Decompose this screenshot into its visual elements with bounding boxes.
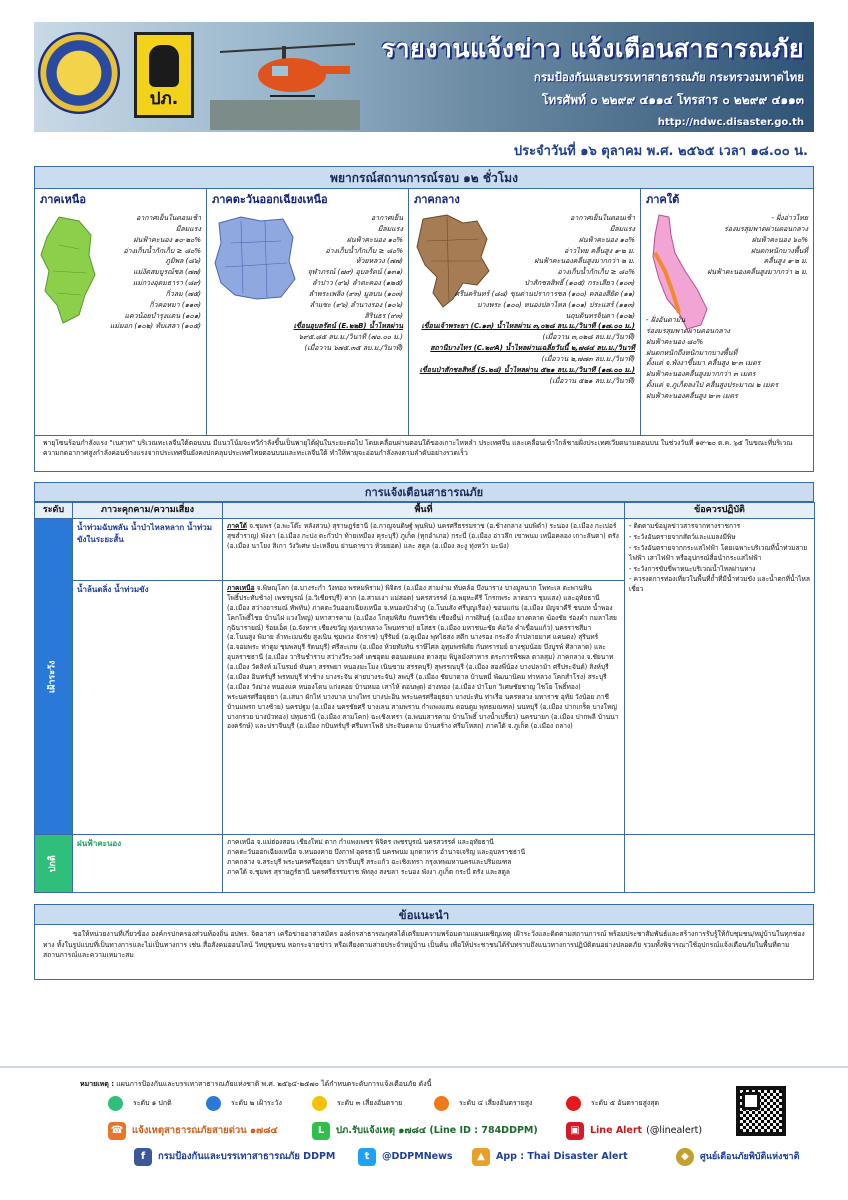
north-line: แม่กวงอุดมธารา (๘๙) [132, 279, 201, 288]
legend-label: ระดับ ๒ เฝ้าระวัง [231, 1098, 282, 1107]
phone-icon: ☎ [108, 1122, 126, 1140]
south-andaman-line: ตั้งแต่ จ.ภูเก็ตลงไป คลื่นสูงประมาณ ๒ เมตร [646, 381, 779, 390]
col-area: พื้นที่ [223, 503, 625, 519]
twitter-icon: t [358, 1148, 376, 1166]
header-url[interactable]: http://ndwc.disaster.go.th [657, 117, 804, 128]
northeast-line: มีลมแรง [377, 224, 403, 233]
report-footer [0, 1066, 848, 1200]
recommendation-heading: ข้อแนะนำ [35, 905, 813, 925]
central-station-bangsai: สถานีบางไทร (C.๒๙A) น้ำไหลผ่านเฉลี่ยวันนี้ ๒,๗๘๔ ลบ.ม./วินาที [430, 344, 635, 353]
level-normal-label: ปกติ [47, 854, 58, 873]
north-map [39, 215, 97, 325]
south-gulf-line: ฝนฟ้าคะนองคลื่นสูงมากกว่า ๒ ม. [707, 268, 808, 277]
facebook-icon: f [134, 1148, 152, 1166]
legend-label: ระดับ ๑ ปกติ [133, 1098, 172, 1107]
central-forecast-lines [420, 213, 635, 387]
region-south-title: ภาคใต้ [646, 193, 680, 206]
yellow-dot-icon [312, 1096, 327, 1111]
forecast-section [34, 166, 814, 472]
central-line: อ่างเก็บน้ำกักเก็บ ≥ ๘๐% [557, 268, 635, 277]
central-line: นฤบดินทรจินดา (๑๐๒) [565, 311, 635, 320]
forecast-regions [35, 189, 813, 435]
south-forecast-lines-gulf [707, 213, 808, 278]
footer-note [80, 1080, 431, 1089]
region-northeast [207, 189, 409, 435]
area-line: ภาคตะวันออกเฉียงเหนือ จ.หนองคาย บึงกาฬ อุดรธานี นครพนม มุกดาหาร อำนาจเจริญ และอุบลราชธานี [227, 847, 526, 856]
area-cell [223, 835, 625, 893]
region-north [35, 189, 207, 435]
header-phone: โทรศัพท์ ๐ ๒๒๙๙ ๔๑๑๔ โทรสาร ๐ ๒๒๙๙ ๔๑๑๓ [541, 93, 804, 107]
northeast-line: ห้วยหลวง (๗๗) [355, 257, 403, 266]
col-advice: ข้อควรปฏิบัติ [625, 503, 815, 519]
area-cell [223, 519, 625, 581]
north-line: แควน้อยบำรุงแดน (๑๐๑) [124, 311, 201, 320]
hazard-cell: ฝนฟ้าคะนอง [73, 835, 223, 893]
line-alert-text: Line Alert [590, 1124, 643, 1136]
table-row [35, 835, 815, 893]
south-gulf-line: - ฝั่งอ่าวไทย [771, 214, 808, 222]
contact-channels [0, 1122, 848, 1182]
ndwc-text: ศูนย์เตือนภัยพิบัติแห่งชาติ [700, 1151, 800, 1162]
hazard-cell: น้ำล้นตลิ่ง น้ำท่วมขัง [73, 581, 223, 835]
advice-cell [625, 519, 815, 835]
region-northeast-title: ภาคตะวันออกเฉียงเหนือ [212, 193, 328, 206]
recommendation-body: ขอให้หน่วยงานที่เกี่ยวข้อง องค์กรปกครองส่วนท้องถิ่น อปพร. จิตอาสา เครือข่ายอาสาสมัคร องค์กรสาธารณกุศลได้เตรียมความพร้อมตามแผนเผชิญเหตุ เฝ้าระวังและติดตามสถานการณ์ พร้อมประชาสัมพันธ์และสร้างการรับรู้ให้กับชุมชน/หมู่บ้านในทุกช่องทาง ทั้งในรูปแบบที่เป็นทางการและไม่เป็นทางการ เช่น สื่อสังคมออนไลน์ วิทยุชุมชน หอกระจายข่าว หรือเสียงตามสายประจำหมู่บ้าน เป็นต้น เพื่อให้ประชาชนได้รับทราบถึงแนวทางการปฏิบัติตนอย่างปลอดภัย รวมทั้งพิจารณาใช้อุปกรณ์แจ้งเตือนภัยในพื้นที่ตามสถานการณ์และความเหมาะสม [43, 930, 805, 960]
area-line: ภาคเหนือ จ.แม่ฮ่องสอน เชียงใหม่ ตาก กำแพงเพชร พิจิตร เพชรบูรณ์ นครสวรรค์ และอุทัยธานี [227, 838, 494, 846]
advice-item: - ระวังอันตรายจากสัตว์และแมลงมีพิษ [629, 532, 736, 541]
central-dam-pasak: เขื่อนป่าสักชลสิทธิ์ (S.๒๘) น้ำไหลผ่าน ๕๒๑ ลบ.ม./วินาที (๑๗.๐๐ ม.) [419, 365, 635, 374]
central-line: ศรีนครินทร์ (๘๘) ขุนด่านปราการชล (๑๐๐) คลองสียัด (๑๑) [454, 289, 635, 298]
app-icon: ▲ [472, 1148, 490, 1166]
area-cell [223, 581, 625, 835]
north-forecast-lines [110, 213, 201, 332]
logo-text: ปภ. [149, 89, 179, 110]
central-station-bangsai-previous: (เมื่อวาน ๒,๗๗๓ ลบ.ม./วินาที) [541, 354, 635, 363]
south-andaman-line: ฝนฟ้าคะนองคลื่นสูงมากกว่า ๓ เมตร [646, 370, 756, 379]
level-normal-cell [35, 835, 73, 893]
alert-level-legend [0, 1096, 848, 1118]
header-department: กรมป้องกันและบรรเทาสาธารณภัย กระทรวงมหาดไทย [533, 70, 804, 84]
central-dam-chaophraya: เขื่อนเจ้าพระยา (C.๑๓) น้ำไหลผ่าน ๓,๐๒๘ ลบ.ม./วินาที (๑๗.๐๐ ม.) [421, 322, 635, 331]
alerts-table [34, 502, 815, 893]
region-south [641, 189, 813, 435]
hotline-channel[interactable] [108, 1122, 278, 1140]
advice-item: - ระวังอันตรายจากกระแสไฟฟ้า โดยเฉพาะบริเวณที่น้ำท่วมสายไฟฟ้า เสาไฟฟ้า หรืออุปกรณ์สื่อนำกระแสไฟฟ้า [629, 543, 808, 562]
northeast-line: ลำปาว (๙๖) ลำตะคอง (๑๒๕) [312, 279, 403, 288]
legend-level-1 [108, 1096, 172, 1111]
central-dam-chaophraya-previous: (เมื่อวาน ๓,๐๒๘ ลบ.ม./วินาที) [542, 333, 635, 342]
red-dot-icon [566, 1096, 581, 1111]
ddpm-seal-logo [38, 32, 120, 114]
area-text: จ.พิษณุโลก (อ.บางระกำ วังทอง พรหมพิราม) พิจิตร (อ.เมือง สามง่าม ทับคล้อ บึงนาราง บางมูลนาก โพทะเล ตะพานหิน โพธิ์ประทับช้าง) เพชรบูรณ์ (อ.วิเชียรบุรี) ตาก (อ.สามเงา แม่สอด) นครสวรรค์ (อ.พยุหะคีรี โกรกพระ ลาดยาว ชุมแสง) และอุทัยธานี (อ.เมือง สว่างอารมณ์ ทัพทัน) ภาคตะวันออกเฉียงเหนือ จ.หนองบัวลำภู (อ.โนนสัง ศรีบุญเรือง) ขอนแก่น (อ.เมือง มัญจาคีรี ชนบท น้ำพอง โคกโพธิ์ไชย บ้านไผ่ แวงใหญ่) มหาสารคาม (อ.เมือง โกสุมพิสัย กันทรวิชัย เชียงยืน) กาฬสินธุ์ (อ.เมือง ยางตลาด ฆ้องชัย ร่องคำ กมลาไสย กุฉินารายณ์) ร้อยเอ็ด (อ.จังหาร เชียงขวัญ ทุ่งเขาหลวง โพนทราย) ยโสธร (อ.เมือง มหาชนะชัย ค้อวัง คำเขื่อนแก้ว) นครราชสีมา (อ.โนนสูง พิมาย ลำทะเมนชัย สูงเนิน ชุมพวง จักราช) บุรีรัมย์ (อ.คูเมือง พุทไธสง สตึก นางรอง กระสัง ลำปลายมาศ แคนดง) สุรินทร์ (อ.จอมพระ ท่าตูม ชุมพลบุรี รัตนบุรี) ศรีสะเกษ (อ.เมือง ห้วยทับทัน ราษีไศล อุทุมพรพิสัย กันทรารมย์ ยางชุมน้อย บึงบูรพ์ ศิลาลาด) และอุบลราชธานี (อ.เมือง วารินชำราบ สว่างวีระวงศ์ เดชอุดม ดอนมดแดง ตาลสุม พิบูลมังสาหาร ตระการพืชผล ตาลสุม) ภาคกลาง จ.ชัยนาท (อ.เมือง วัดสิงห์ มโนรมย์ หันคา สรรพยา หนองมะโมง เนินขาม สรรคบุรี) สุพรรณบุรี (อ.เมือง สองพี่น้อง บางปลาม้า ศรีประจันต์) สิงห์บุรี (อ.เมือง อินทร์บุรี พรหมบุรี ท่าช้าง บางระจัน ค่ายบางระจัน) ลพบุรี (อ.เมือง ชัยบาดาล บ้านหมี่ พัฒนานิคม ท่าหลวง โคกสำโรง) สระบุรี (อ.เมือง วังม่วง หนองแค หนองโดน แก่งคอย บ้านหมอ เสาไห้ ดอนพุด) อ่างทอง (อ.เมือง ป่าโมก วิเศษชัยชาญ ไชโย โพธิ์ทอง) พระนครศรีอยุธยา (อ.เสนา ผักไห่ บางบาล บางไทร บางปะอิน พระนครศรีอยุธยา บางปะหัน ท่าเรือ นครหลวง มหาราช อุทัย วังน้อย ภาชี บ้านแพรก บางซ้าย) นครปฐม (อ.เมือง นครชัยศรี บางเลน สามพราน กำแพงแสน ดอนตูม พุทธมณฑล) นนทบุรี (อ.เมือง ปากเกร็ด บางใหญ่ บางกรวย บางบัวทอง) ปทุมธานี (อ.เมือง สามโคก) ฉะเชิงเทรา (อ.พนมสารคาม บ้านโพธิ์ บางน้ำเปรี้ยว) นครนายก (อ.เมือง ปากพลี บ้านนา องครักษ์) และปราจีนบุรี (อ.เมือง กบินทร์บุรี ศรีมหาโพธิ ประจันตคาม บ้านสร้าง ศรีมโหสถ) ภาคใต้ จ.ภูเก็ต (อ.เมือง ถลาง) [227, 584, 619, 731]
note-text: แผนการป้องกันและบรรเทาสาธารณภัยแห่งชาติ พ.ศ. ๒๕๖๔-๒๕๗๐ ได้กำหนดระดับการแจ้งเตือนภัย ดังนี้ [116, 1080, 432, 1088]
twitter-text: @DDPMNews [382, 1150, 453, 1162]
blue-dot-icon [206, 1096, 221, 1111]
northeast-line: ลำพระเพลิง (๙๓) มูลบน (๑๐๓) [308, 289, 403, 298]
area-text: จ.ชุมพร (อ.พะโต๊ะ หลังสวน) สุราษฎร์ธานี (อ.กาญจนดิษฐ์ พุนพิน) นครศรีธรรมราช (อ.ช้างกลาง นบพิตำ) ระนอง (อ.เมือง กะเปอร์ สุขสำราญ) พังงา (อ.เมือง กะปง ตะกั่วป่า ท้ายเหมือง คุระบุรี) ภูเก็ต (ทุกอำเภอ) กระบี่ (อ.เมือง อ่าวลึก เขาพนม เหนือคลอง เกาะลันตา) ตรัง (อ.เมือง นาโยง สิเกา วังวิเศษ ปะเหลียน ย่านตาขาว ห้วยยอด) และ สตูล (อ.เมือง ละงู ทุ่งหว้า มะนัง) [227, 522, 619, 550]
app-channel[interactable] [472, 1148, 628, 1166]
legend-level-3 [312, 1096, 402, 1111]
north-line: แม่งัดสมบูรณ์ชล (๗๗) [133, 268, 201, 277]
area-line: ภาคใต้ จ.ชุมพร สุราษฎร์ธานี นครศรีธรรมราช พัทลุง สงขลา ระนอง พังงา ภูเก็ต กระบี่ ตรัง และสตูล [227, 867, 510, 876]
legend-level-2 [206, 1096, 282, 1111]
header-title: รายงานแจ้งข่าว แจ้งเตือนสาธารณภัย [381, 34, 804, 63]
northeast-line: ฝนฟ้าคะนอง ๑๐% [346, 235, 403, 244]
north-line: มีลมแรง [175, 224, 201, 233]
line-alert-channel[interactable] [566, 1122, 702, 1140]
central-line: ฝนฟ้าคะนองคลื่นสูงมากกว่า ๒ ม. [534, 257, 635, 266]
central-dam-pasak-previous: (เมื่อวาน ๕๒๑ ลบ.ม./วินาที) [549, 376, 635, 385]
legend-level-4 [434, 1096, 532, 1111]
facebook-text: กรมป้องกันและบรรเทาสาธารณภัย DDPM [158, 1150, 336, 1162]
line-alert-handle: (@linealert) [646, 1124, 703, 1136]
central-line: ป่าสักชลสิทธิ์ (๑๐๕) กระเสียว (๑๐๓) [524, 279, 635, 288]
south-gulf-line: คลื่นสูง ๑-๒ ม. [763, 257, 808, 266]
south-andaman-line: - ฝั่งอันดามัน [646, 316, 686, 324]
northeast-dam-previous: (เมื่อวาน ๖๗๕.๓๕ ลบ.ม./วินาที) [304, 344, 403, 353]
col-level: ระดับ [35, 503, 73, 519]
col-hazard: ภาวะคุกคาม/ความเสี่ยง [73, 503, 223, 519]
central-line: ฝนฟ้าคะนอง ๑๐% [578, 235, 635, 244]
line-channel[interactable] [312, 1122, 538, 1140]
alerts-header-row [35, 503, 815, 519]
region-central [409, 189, 641, 435]
area-region-label: ภาคใต้ [227, 522, 247, 530]
central-line: บางพระ (๑๐๐) หนองปลาไหล (๑๐๑) ประแสร์ (๑๑๓) [477, 300, 635, 309]
forecast-summary: พายุโซนร้อนกำลังแรง "เนสาท" บริเวณทะเลจีนใต้ตอนบน มีแนวโน้มจะทวีกำลังขึ้นเป็นพายุไต้ฝุ่นในระยะต่อไป โดยเคลื่อนผ่านตอนใต้ของเกาะไหหลำ ประเทศจีน และเคลื่อนเข้าใกล้ชายฝั่งประเทศเวียดนามตอนบน ในช่วงวันที่ ๑๙-๒๐ ต.ค. ๖๕ ในขณะที่บริเวณความกดอากาศสูงกำลังค่อนข้างแรงจากประเทศจีนยังคงปกคลุมประเทศไทยตอนบนและทะเลจีนใต้ ทำให้พายุจะอ่อนกำลังลงตามลำดับอย่างรวดเร็ว [35, 435, 813, 471]
line-icon: L [312, 1122, 330, 1140]
level-watch-cell [35, 519, 73, 835]
report-date: ประจำวันที่ ๑๖ ตุลาคม พ.ศ. ๒๕๖๕ เวลา ๑๘.๐๐ น. [513, 144, 808, 159]
south-andaman-line: ร่องมรสุมพาดผ่านตอนกลาง [646, 326, 730, 335]
twitter-channel[interactable] [358, 1148, 453, 1166]
line-text: ปภ.รับแจ้งเหตุ ๑๗๘๔ (Line ID : 784DDPM) [336, 1124, 538, 1136]
alert-icon: ▣ [566, 1122, 584, 1140]
northeast-forecast-lines [294, 213, 403, 354]
northeast-line: จุฬาภรณ์ (๗๙) อุบลรัตน์ (๑๓๑) [307, 268, 403, 277]
facebook-channel[interactable] [134, 1148, 335, 1166]
south-gulf-line: ฝนตกหนักบางพื้นที่ [750, 246, 808, 255]
area-region-label: ภาคเหนือ [227, 584, 255, 592]
northeast-line: อ่างเก็บน้ำกักเก็บ ≥ ๘๐% [325, 246, 403, 255]
legend-label: ระดับ ๓ เสี่ยงอันตราย [337, 1098, 403, 1107]
northeast-dam-flow: ๖๙๕.๘๕ ลบ.ม./วินาที (๗๐.๐๐ ม.) [298, 333, 403, 342]
legend-label: ระดับ ๕ อันตรายสูงสุด [591, 1098, 660, 1107]
central-line: อ่าวไทย คลื่นสูง ๑-๒ ม. [564, 246, 635, 255]
alerts-heading: การแจ้งเตือนสาธารณภัย [34, 482, 814, 502]
level-watch-label: เฝ้าระวัง [47, 660, 58, 693]
green-dot-icon [108, 1096, 123, 1111]
note-label: หมายเหตุ : [80, 1080, 115, 1088]
south-andaman-line: ฝนตกหนักถึงหนักมากบางพื้นที่ [646, 348, 738, 357]
advice-item: - ระวังการขับขี่พาหนะบริเวณน้ำไหลผ่านทาง [629, 564, 756, 573]
north-line: แม่มอก (๑๐๒) ทับเสลา (๑๐๕) [109, 322, 201, 331]
south-andaman-line: ฝนฟ้าคะนองคลื่นสูง ๒-๓ เมตร [646, 391, 738, 400]
legend-label: ระดับ ๔ เสี่ยงอันตรายสูง [459, 1098, 533, 1107]
north-line: อากาศเย็นในตอนเช้า [136, 214, 201, 222]
app-text: App : Thai Disaster Alert [496, 1150, 628, 1162]
table-row [35, 519, 815, 581]
central-line: มีลมแรง [609, 224, 635, 233]
north-line: กิ่วลม (๗๕) [165, 289, 201, 298]
hand-icon [149, 45, 179, 87]
area-line: ภาคกลาง จ.สระบุรี พระนครศรีอยุธยา ปราจีนบุรี สระแก้ว ฉะเชิงเทรา กรุงเทพมหานครและปริมณฑล [227, 857, 512, 866]
south-andaman-line: ฝนฟ้าคะนอง ๘๐% [646, 337, 704, 346]
region-central-title: ภาคกลาง [414, 193, 460, 206]
ddpm-hand-logo [134, 32, 194, 118]
report-header [34, 22, 814, 132]
forecast-heading: พยากรณ์สถานการณ์รอบ ๑๒ ชั่วโมง [35, 167, 813, 189]
northeast-line: สิรินธร (๙๓) [364, 311, 403, 320]
advice-item: - ติดตามข้อมูลข่าวสารจากทางราชการ [629, 522, 741, 530]
recommendation-section [34, 904, 814, 980]
northeast-map [211, 213, 297, 303]
northeast-line: ลำแซะ (๙๖) ลำนางรอง (๑๐๖) [309, 300, 403, 309]
helicopter-photo [210, 30, 360, 130]
advice-empty-cell [625, 835, 815, 893]
northeast-line: อากาศเย็น [370, 214, 403, 222]
ndwc-channel[interactable] [676, 1148, 799, 1166]
region-north-title: ภาคเหนือ [40, 193, 86, 206]
north-line: ฝนฟ้าคะนอง ๑๐-๒๐% [133, 235, 201, 244]
south-andaman-line: ตั้งแต่ จ.พังงาขึ้นมา คลื่นสูง ๒-๓ เมตร [646, 359, 761, 368]
north-line: กิ่วคอหมา (๑๑๓) [149, 300, 201, 309]
central-line: อากาศเย็นในตอนเช้า [570, 214, 635, 222]
hazard-cell: น้ำท่วมฉับพลัน น้ำป่าไหลหลาก น้ำท่วมขังในระยะสั้น [73, 519, 223, 581]
north-line: อ่างเก็บน้ำกักเก็บ ≥ ๘๐% [123, 246, 201, 255]
hotline-text: แจ้งเหตุสาธารณภัยสายด่วน ๑๗๘๔ [132, 1124, 278, 1136]
north-line: ภูมิพล (๘๖) [165, 257, 201, 266]
orange-dot-icon [434, 1096, 449, 1111]
south-gulf-line: ร่องมรสุมพาดผ่านตอนกลาง [724, 224, 808, 233]
south-forecast-lines-andaman [646, 315, 778, 402]
south-gulf-line: ฝนฟ้าคะนอง ๖๐% [751, 235, 808, 244]
legend-level-5 [566, 1096, 659, 1111]
advice-item: - ควรงดการท่องเที่ยวในพื้นที่ถ้ำที่มีน้ำท่วมขัง และน้ำตกที่น้ำไหลเชี่ยว [629, 575, 810, 594]
ndwc-logo-icon: ◆ [676, 1148, 694, 1166]
northeast-dam: เขื่อนอุบลรัตน์ (E.๒๒B) น้ำไหลผ่าน [293, 322, 403, 331]
